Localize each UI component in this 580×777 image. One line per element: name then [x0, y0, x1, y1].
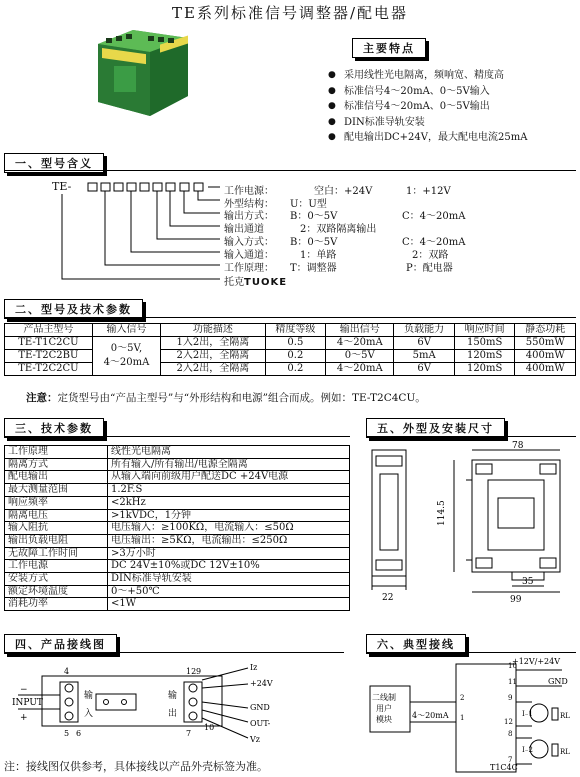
table-cell: 所有输入/所有输出/电源全隔离 [108, 458, 350, 471]
wiring-diagram [0, 658, 350, 754]
table-cell: 550mW [515, 337, 576, 350]
svg-text:模块: 模块 [376, 715, 392, 724]
divider [366, 436, 576, 437]
table-row [5, 363, 576, 376]
table-header: 输入信号 [92, 324, 160, 337]
model-line-value: U：U型 [290, 199, 327, 210]
table-cell: 安装方式 [5, 573, 108, 586]
svg-text:Iz: Iz [250, 663, 258, 672]
svg-text:GND: GND [250, 703, 270, 712]
table-cell: 输出负载电阻 [5, 534, 108, 547]
table-cell: 0～5V, 4～20mA [92, 337, 160, 376]
table-row [5, 509, 350, 522]
svg-text:RL: RL [560, 712, 570, 720]
svg-text:12: 12 [504, 718, 513, 726]
table-cell: 0.5 [265, 337, 326, 350]
svg-text:输: 输 [84, 691, 94, 701]
svg-text:11: 11 [508, 678, 517, 686]
svg-text:7: 7 [508, 756, 513, 764]
svg-text:6: 6 [76, 729, 82, 738]
table-cell: TE-T1C2CU [5, 337, 93, 350]
divider [4, 436, 350, 437]
model-line: 输出方式： [224, 211, 274, 222]
svg-text:5: 5 [64, 729, 70, 738]
table-row [5, 446, 350, 459]
table-cell: 从输入端向前级用户配送DC +24V电源 [108, 471, 350, 484]
table-cell: 400mW [515, 350, 576, 363]
table-cell: 线性光电隔离 [108, 446, 350, 459]
model-line-value: T：调整器 [290, 263, 337, 274]
table-row [5, 534, 350, 547]
features-list [328, 68, 527, 146]
dim-label: 35 [522, 577, 534, 587]
table-cell: 最大测量范围 [5, 484, 108, 497]
table-header: 功能描述 [161, 324, 266, 337]
svg-text:7: 7 [186, 729, 192, 738]
table-row [5, 350, 576, 363]
model-line-value: C：4～20mA [402, 211, 466, 222]
dims-heading: 五、外型及安装尺寸 [366, 418, 505, 438]
table-cell: 工作电源 [5, 560, 108, 573]
table-cell: 电压输入：≥100KΩ，电流输入：≤50Ω [108, 522, 350, 535]
table-cell: DIN标准导轨安装 [108, 573, 350, 586]
dim-label: 22 [382, 593, 394, 603]
table-cell: 0～5V [326, 350, 394, 363]
typical-wiring-diagram [362, 656, 578, 774]
table-cell: 0～+50℃ [108, 585, 350, 598]
svg-text:OUT-: OUT- [250, 719, 271, 728]
wiring-heading: 四、产品接线图 [4, 634, 117, 654]
table-cell: 2入2出，全隔离 [161, 363, 266, 376]
svg-text:10: 10 [508, 662, 517, 670]
table-header: 输出信号 [326, 324, 394, 337]
dim-label: 78 [512, 441, 524, 451]
svg-text:+24V: +24V [250, 679, 273, 688]
table-cell: 0.2 [265, 363, 326, 376]
svg-text:4～20mA: 4～20mA [412, 711, 449, 720]
dim-label: 99 [510, 595, 522, 605]
svg-text:Vz: Vz [250, 735, 260, 744]
svg-text:4: 4 [64, 667, 70, 676]
table-cell: 150mS [454, 337, 515, 350]
table-cell: 隔离方式 [5, 458, 108, 471]
svg-text:输: 输 [168, 691, 178, 701]
table-cell: <2kHz [108, 496, 350, 509]
table-cell: 120mS [454, 363, 515, 376]
svg-text:1: 1 [460, 714, 465, 722]
table-cell: 1.2F.S [108, 484, 350, 497]
table-cell: 6V [394, 363, 455, 376]
model-line: 输出通道 [224, 224, 264, 235]
model-line-value: 1：+12V [406, 186, 451, 197]
model-line: 托克TUOKE [224, 277, 288, 288]
divider [4, 170, 576, 171]
svg-text:12: 12 [186, 667, 197, 676]
table-cell: >1kVDC，1分钟 [108, 509, 350, 522]
feature-item: ● 配电输出DC+24V，最大配电电流25mA [328, 130, 527, 146]
divider [4, 317, 576, 318]
table-cell: 2入2出，全隔离 [161, 350, 266, 363]
table-cell: 0.2 [265, 350, 326, 363]
dimension-drawing [362, 440, 578, 608]
table-header: 静态功耗 [515, 324, 576, 337]
features-heading: 主要特点 [352, 38, 426, 58]
svg-text:8: 8 [508, 730, 513, 738]
table-cell: 1入2出，全隔离 [161, 337, 266, 350]
table-row [5, 337, 576, 350]
tech-table [4, 445, 350, 611]
table-cell: 消耗功率 [5, 598, 108, 611]
svg-text:INPUT: INPUT [12, 698, 43, 708]
table-row [5, 573, 350, 586]
table-row [5, 585, 350, 598]
table-cell: 额定环境温度 [5, 585, 108, 598]
svg-text:2: 2 [460, 694, 465, 702]
product-image [88, 26, 193, 121]
model-line-value: B：0～5V [290, 237, 338, 248]
svg-text:+: + [20, 713, 28, 723]
footer-note: 注：接线图仅供参考，具体接线以产品外壳标签为准。 [4, 760, 268, 773]
table-row [5, 471, 350, 484]
feature-item: ● 采用线性光电隔离，频响宽、精度高 [328, 68, 527, 84]
table-cell: <1W [108, 598, 350, 611]
feature-item: ● 标准信号4～20mA、0～5V输出 [328, 99, 527, 115]
model-heading: 一、型号含义 [4, 153, 104, 173]
table-row [5, 522, 350, 535]
table-cell: 电压输出：≥5KΩ，电流输出：≤250Ω [108, 534, 350, 547]
page-title: TE系列标准信号调整器/配电器 [171, 4, 408, 22]
table-row [5, 598, 350, 611]
svg-text:9: 9 [196, 667, 202, 676]
params-table [4, 323, 576, 376]
model-line-value: C：4～20mA [402, 237, 466, 248]
table-cell: 120mS [454, 350, 515, 363]
svg-text:用户: 用户 [376, 704, 392, 713]
model-line: 输入通道： [224, 250, 274, 261]
svg-text:出: 出 [168, 709, 178, 719]
model-line: 外型结构： [224, 199, 274, 210]
table-cell: >3万小时 [108, 547, 350, 560]
model-line: 输入方式： [224, 237, 274, 248]
svg-text:I₋2: I₋2 [522, 746, 533, 754]
table-cell: 响应频率 [5, 496, 108, 509]
model-line: 工作原理： [224, 263, 274, 274]
table-cell: 4～20mA [326, 337, 394, 350]
model-line-value: P：配电器 [406, 263, 453, 274]
params-heading: 二、型号及技术参数 [4, 299, 143, 319]
table-header: 负载能力 [394, 324, 455, 337]
table-cell: 6V [394, 337, 455, 350]
feature-item: ● 标准信号4～20mA、0～5V输入 [328, 84, 527, 100]
tech-heading: 三、技术参数 [4, 418, 104, 438]
table-header: 响应时间 [454, 324, 515, 337]
table-cell: 隔离电压 [5, 509, 108, 522]
model-line: 工作电源： [224, 186, 274, 197]
table-cell: TE-T2C2BU [5, 350, 93, 363]
divider [4, 652, 344, 653]
table-cell: DC 24V±10%或DC 12V±10% [108, 560, 350, 573]
feature-item: ● DIN标准导轨安装 [328, 115, 527, 131]
dim-label: 114.5 [437, 500, 447, 526]
svg-text:−: − [20, 685, 28, 695]
svg-text:二线制: 二线制 [372, 693, 396, 702]
svg-text:I₋1: I₋1 [522, 710, 533, 718]
table-cell: 400mW [515, 363, 576, 376]
table-cell: 无故障工作时间 [5, 547, 108, 560]
svg-text:10: 10 [204, 723, 215, 732]
model-line-value: 空白：+24V [314, 186, 373, 197]
table-row [5, 458, 350, 471]
model-line-value: 2：双路隔离输出 [300, 224, 377, 235]
table-header: 精度等级 [265, 324, 326, 337]
model-line-value: B：0～5V [290, 211, 338, 222]
model-line-value: 2：双路 [412, 250, 449, 261]
svg-text:入: 入 [84, 709, 94, 719]
svg-text:T1C4C: T1C4C [490, 763, 518, 772]
svg-text:RL: RL [560, 748, 570, 756]
table-cell: 4～20mA [326, 363, 394, 376]
table-cell: TE-T2C2CU [5, 363, 93, 376]
model-prefix: TE- [52, 180, 72, 193]
table-cell: 5mA [394, 350, 455, 363]
table-row [5, 484, 350, 497]
table-cell: 工作原理 [5, 446, 108, 459]
table-row [5, 496, 350, 509]
table-row [5, 547, 350, 560]
table-cell: 输入阻抗 [5, 522, 108, 535]
svg-text:9: 9 [508, 694, 513, 702]
svg-text:GND: GND [548, 677, 568, 686]
table-header: 产品主型号 [5, 324, 93, 337]
order-note: 注意：定货型号由“产品主型号”与“外形结构和电源”组合而成。例如：TE-T2C4CU。 [26, 392, 426, 404]
divider [366, 652, 576, 653]
model-line-value: 1：单路 [300, 250, 337, 261]
typical-heading: 六、典型接线 [366, 634, 466, 654]
table-row [5, 560, 350, 573]
table-cell: 配电输出 [5, 471, 108, 484]
svg-text:+12V/+24V: +12V/+24V [512, 657, 561, 666]
